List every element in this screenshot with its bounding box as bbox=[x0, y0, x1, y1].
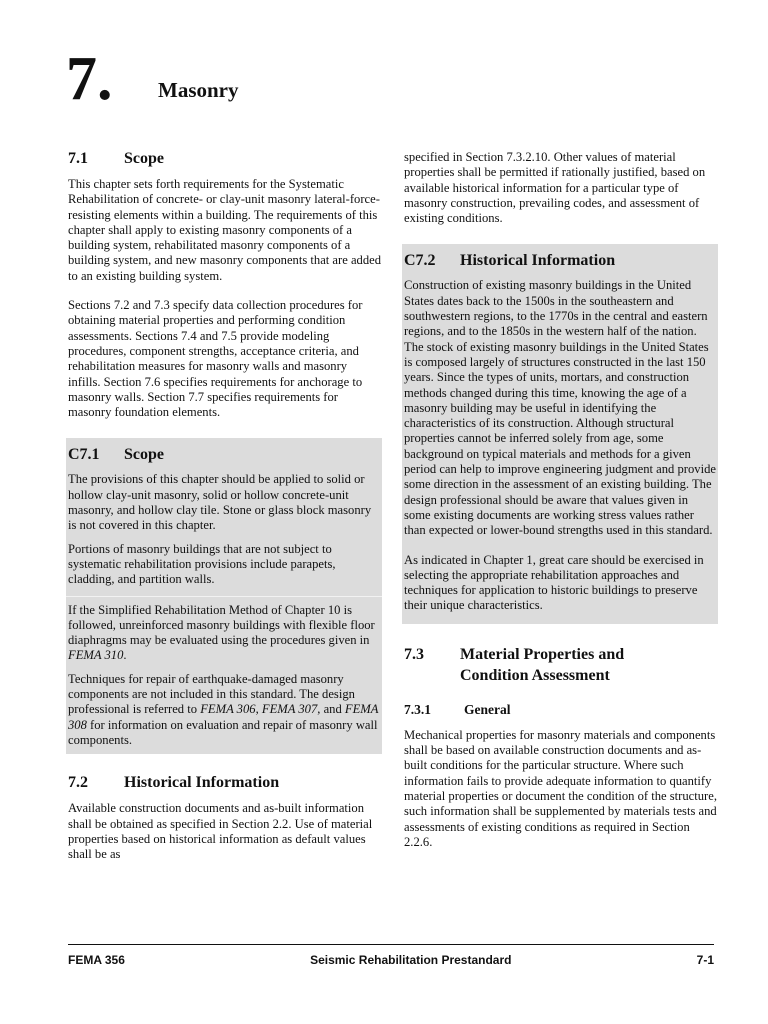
fema-306-reference: FEMA 306 bbox=[200, 702, 256, 717]
left-column bbox=[68, 150, 382, 876]
commentary-paragraph-4: Techniques for repair of earthquake-damaged masonry components are not included in this standard. The design professional is referred to FEMA 306, FEMA 307, and FEMA 308 for information on evaluation and repair of masonry wall components. bbox=[68, 671, 379, 747]
commentary-c7-2-heading bbox=[404, 252, 716, 270]
page-footer bbox=[68, 953, 714, 967]
footer-document-id: FEMA 356 bbox=[68, 953, 125, 967]
section-title: Scope bbox=[124, 150, 164, 167]
section-title: Material Properties and Condition Assessment bbox=[460, 645, 625, 684]
commentary-paragraph-1: The provisions of this chapter should be applied to solid or hollow clay-unit masonry, solid or hollow concrete-unit masonry, and hollow clay tile. Stone or glass block masonry is not covered in this chapter. bbox=[68, 472, 372, 533]
footer-rule bbox=[68, 944, 714, 945]
commentary-c7-1-box bbox=[66, 438, 382, 754]
subsection-title: General bbox=[464, 701, 511, 717]
chapter-title: Masonry bbox=[158, 78, 239, 102]
commentary-paragraph-2: As indicated in Chapter 1, great care should be exercised in selecting the appropriate rehabilitation approaches and techniques for application to historic buildings to preserve their unique characteristics. bbox=[404, 552, 704, 613]
fema-307-reference: FEMA 307 bbox=[261, 702, 318, 717]
fema-310-reference: FEMA 310 bbox=[68, 648, 124, 663]
commentary-number: C7.2 bbox=[404, 252, 436, 270]
subsection-number: 7.3.1 bbox=[404, 701, 431, 717]
commentary-number: C7.1 bbox=[68, 446, 100, 464]
commentary-c7-1-heading bbox=[68, 446, 380, 464]
fema-308-reference: FEMA 308 bbox=[68, 702, 379, 732]
section-number: 7.1 bbox=[68, 150, 88, 167]
section-7-3-1-heading bbox=[404, 702, 718, 718]
historical-paragraph-continued: specified in Section 7.3.2.10. Other values of material properties shall be permitted if rationally justified, based on available historical information for a particular type of masonry construction, prevailing codes, and assessment of existing conditions. bbox=[404, 150, 706, 226]
commentary-title: Scope bbox=[124, 446, 164, 464]
scope-paragraph-1: This chapter sets forth requirements for the Systematic Rehabilitation of concrete- or clay-unit masonry lateral-force-resisting elements within a building. The requirements of this chapter shall apply to existing masonry components of a building system, rehabilitated masonry components of a building system, and new masonry components that are added to an existing building system. bbox=[68, 177, 382, 283]
historical-paragraph: Available construction documents and as-built information shall be obtained as specified in Section 2.2. Use of material properties based on historical information as default values shall be as bbox=[68, 801, 373, 862]
section-number: 7.3 bbox=[404, 645, 424, 663]
section-7-3-heading bbox=[404, 644, 718, 686]
section-title: Historical Information bbox=[124, 774, 280, 792]
right-column bbox=[404, 150, 718, 864]
section-7-2-heading bbox=[68, 774, 382, 792]
commentary-paragraph-3: If the Simplified Rehabilitation Method of Chapter 10 is followed, unreinforced masonry buildings with flexible floor diaphragms may be evaluated using the procedures given in FEMA 310. bbox=[68, 602, 375, 663]
commentary-c7-2-box bbox=[402, 244, 718, 623]
commentary-title: Historical Information bbox=[460, 252, 616, 270]
section-7-1-heading bbox=[68, 150, 382, 168]
footer-document-title: Seismic Rehabilitation Prestandard bbox=[310, 953, 512, 967]
scope-paragraph-2: Sections 7.2 and 7.3 specify data collection procedures for obtaining material properties and performing condition assessments. Sections 7.4 and 7.5 provide modeling procedures, component strengths, acceptance criteria, and rehabilitation measures for masonry walls and masonry infills. Section 7.6 specifies requirements for anchorage to masonry walls. Section 7.7 specifies requirements for masonry foundation elements. bbox=[68, 298, 363, 420]
commentary-paragraph-2: Portions of masonry buildings that are not subject to systematic rehabilitation provisions include parapets, cladding, and partition walls. bbox=[68, 541, 336, 587]
commentary-divider bbox=[66, 596, 382, 597]
general-paragraph: Mechanical properties for masonry materials and components shall be based on available construction documents and as-built conditions for the particular structure. Where such information fails to provide adequate information to quantify material properties or document the condition of the structure, such information shall be supplemented by materials tests and assessments of existing conditions as required in Section 2.2.6. bbox=[404, 727, 717, 849]
section-number: 7.2 bbox=[68, 774, 88, 792]
page-number: 7-1 bbox=[696, 953, 714, 967]
chapter-number: 7. bbox=[66, 45, 113, 113]
commentary-paragraph-1: Construction of existing masonry buildings in the United States dates back to the 1500s in the southeastern and southwestern regions, to the 1770s in the central and eastern regions, and to the 1850s in the western half of the nation. The stock of existing masonry buildings in the United States is composed largely of structures constructed in the last 150 years. Since the types of units, mortars, and construction methods changed during this time, knowing the age of a masonry building may be useful in identifying the characteristics of its construction. Although structural properties cannot be inferred solely from age, some background on typical materials and methods for a given period can help to improve engineering judgment and provide some direction in the assessment of an existing building. The design professional should be aware that values given in some existing documents are working stress values rather than expected or lower-bound strengths used in this standard. bbox=[404, 278, 716, 538]
